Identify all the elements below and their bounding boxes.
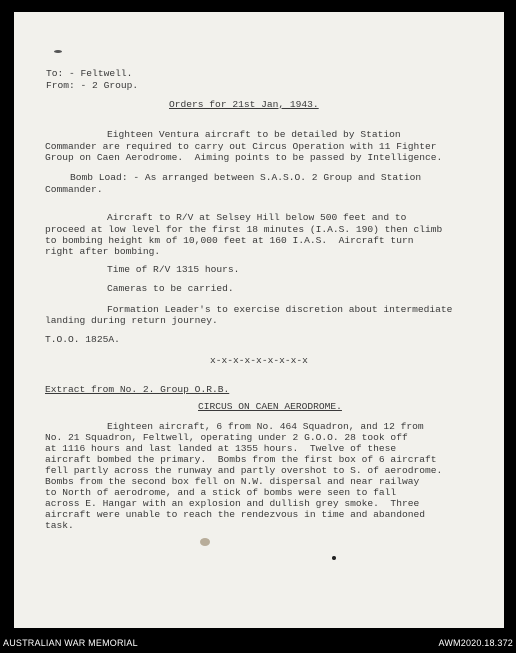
cameras: Cameras to be carried. — [107, 283, 234, 294]
paper-mark — [54, 50, 62, 53]
header-to: To: - Feltwell. — [46, 68, 133, 79]
para3-line: proceed at low level for the first 18 minutes (I.A.S. 190) then climb — [45, 224, 443, 235]
para5-line: at 1116 hours and last landed at 1355 hours. Twelve of these — [45, 443, 397, 454]
footer-left-label: AUSTRALIAN WAR MEMORIAL — [3, 638, 138, 648]
para4-line: Formation Leader's to exercise discretion about intermediate — [107, 304, 453, 315]
para3-line: to bombing height km of 10,000 feet at 160 I.A.S. Aircraft turn — [45, 235, 414, 246]
para5-line: No. 21 Squadron, Feltwell, operating under 2 G.O.O. 28 took off — [45, 432, 408, 443]
para5-line: Eighteen aircraft, 6 from No. 464 Squadron, and 12 from — [107, 421, 424, 432]
para4-line: landing during return journey. — [45, 315, 218, 326]
paper-mark — [332, 556, 336, 560]
para5-line: aircraft were unable to reach the rendezvous in time and abandoned — [45, 509, 425, 520]
paper-mark — [200, 538, 210, 546]
para2-line: Bomb Load: - As arranged between S.A.S.O. 2 Group and Station — [70, 172, 422, 183]
para5-line: fell partly across the runway and partly overshot to S. of aerodrome. — [45, 465, 443, 476]
para5-line: task. — [45, 520, 74, 531]
footer-right-label: AWM2020.18.372 — [438, 638, 513, 648]
para1-line: Commander are required to carry out Circus Operation with 11 Fighter — [45, 141, 437, 152]
para3-line: right after bombing. — [45, 246, 161, 257]
separator: x-x-x-x-x-x-x-x-x — [210, 355, 308, 366]
para3-line: Aircraft to R/V at Selsey Hill below 500 feet and to — [107, 212, 407, 223]
rv-time: Time of R/V 1315 hours. — [107, 264, 240, 275]
para5-line: across E. Hangar with an explosion and dullish grey smoke. Three — [45, 498, 420, 509]
para2-line: Commander. — [45, 184, 103, 195]
document-page — [14, 12, 504, 628]
para5-line: to North of aerodrome, and a stick of bombs were seen to fall — [45, 487, 397, 498]
extract-heading: Extract from No. 2. Group O.R.B. — [45, 384, 230, 395]
subtitle: CIRCUS ON CAEN AERODROME. — [198, 401, 342, 412]
para1-line: Group on Caen Aerodrome. Aiming points to be passed by Intelligence. — [45, 152, 443, 163]
para5-line: Bombs from the second box fell on N.W. dispersal and near railway — [45, 476, 420, 487]
para5-line: aircraft bombed the primary. Bombs from the first box of 6 aircraft — [45, 454, 437, 465]
header-from: From: - 2 Group. — [46, 80, 139, 91]
too-reference: T.O.O. 1825A. — [45, 334, 120, 345]
document-title: Orders for 21st Jan, 1943. — [169, 99, 319, 110]
para1-line: Eighteen Ventura aircraft to be detailed by Station — [107, 129, 401, 140]
